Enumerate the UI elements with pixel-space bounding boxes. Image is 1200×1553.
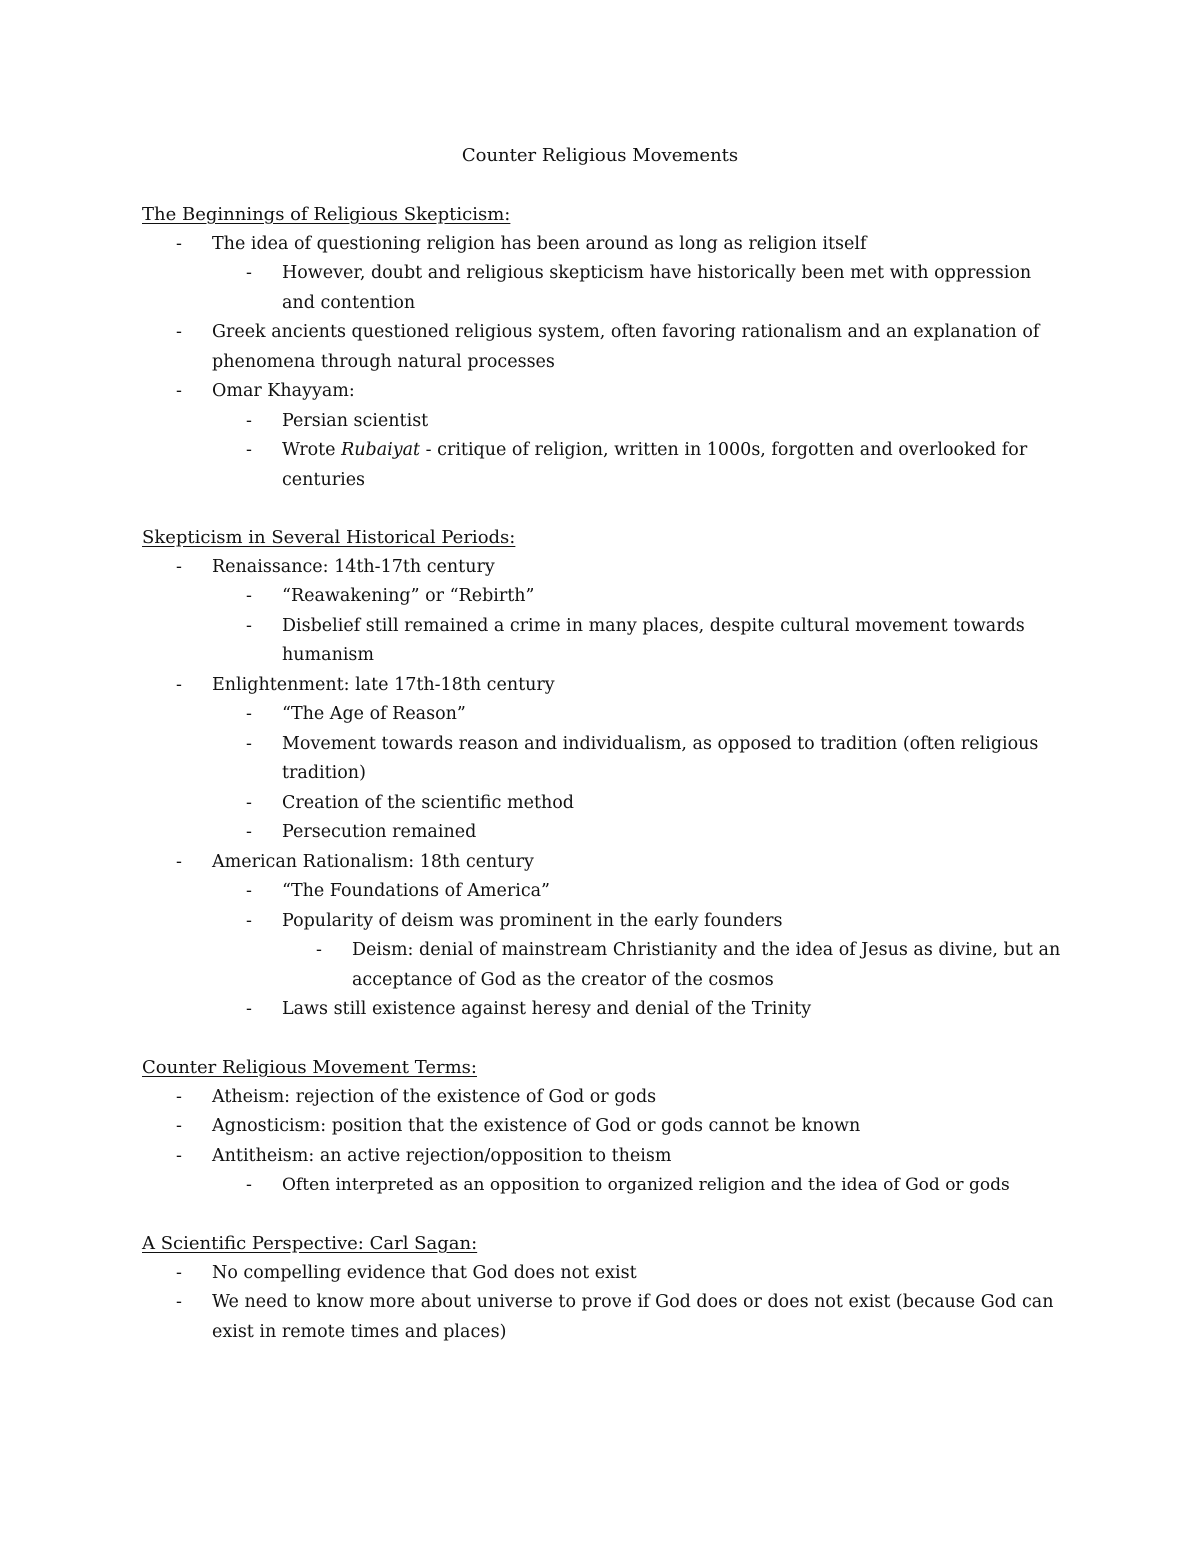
list-item-text: Laws still existence against heresy and denial of the Trinity: [282, 999, 812, 1019]
dash-bullet-icon: -: [176, 674, 182, 695]
dash-bullet-icon: -: [246, 881, 252, 901]
list-item: [142, 671, 1062, 848]
dash-bullet-icon: -: [246, 999, 252, 1019]
list-item-text: Atheism: rejection of the existence of God or gods: [212, 1086, 657, 1107]
list-item-text: We need to know more about universe to prove if God does or does not exist (because God can exist in remote times and places): [212, 1292, 1054, 1342]
list-item: [212, 995, 1062, 1025]
section-heading: The Beginnings of Religious Skepticism:: [142, 204, 511, 225]
list-item: [142, 318, 1062, 377]
dash-bullet-icon: -: [176, 381, 182, 401]
bullet-list: [142, 1083, 1062, 1201]
section-heading: A Scientific Perspective: Carl Sagan:: [142, 1233, 478, 1254]
list-item: [142, 230, 1062, 319]
list-item: [212, 877, 1062, 907]
section-heading: Counter Religious Movement Terms:: [142, 1057, 477, 1078]
list-item-text: Deism: denial of mainstream Christianity and the idea of Jesus as divine, but an acceptance of God as the creator of the cosmos: [352, 940, 1061, 990]
list-item: [212, 1171, 1062, 1201]
section-religious-skepticism-beginnings: [142, 200, 1062, 495]
list-item-text: The idea of questioning religion has been around as long as religion itself: [212, 233, 867, 254]
bullet-list: [142, 1259, 1062, 1348]
sub-bullet-list: [212, 700, 1062, 848]
list-item-text: Persecution remained: [282, 822, 477, 842]
section-historical-periods: [142, 523, 1062, 1025]
list-item: [212, 259, 1062, 318]
dash-bullet-icon: -: [246, 704, 252, 724]
list-item-text: “Reawakening” or “Rebirth”: [282, 586, 535, 606]
list-item-text: American Rationalism: 18th century: [212, 851, 534, 872]
sub-bullet-list: [212, 877, 1062, 1025]
book-title: Rubaiyat: [341, 440, 421, 460]
dash-bullet-icon: -: [246, 440, 252, 460]
dash-bullet-icon: -: [246, 822, 252, 842]
document-title: Counter Religious Movements: [461, 145, 739, 166]
list-item: [142, 553, 1062, 671]
dash-bullet-icon: -: [176, 1116, 182, 1136]
list-item-text: No compelling evidence that God does not exist: [212, 1262, 637, 1283]
list-item-text: - critique of religion, written in 1000s, forgotten and overlooked for centuries: [282, 440, 1028, 490]
list-item: [142, 1112, 1062, 1142]
sub-bullet-list: [212, 259, 1062, 318]
sub-bullet-list: [212, 1171, 1062, 1201]
list-item-prefix: Wrote: [282, 440, 342, 460]
list-item: [212, 818, 1062, 848]
list-item: [212, 407, 1062, 437]
dash-bullet-icon: -: [246, 733, 252, 754]
list-item: [212, 789, 1062, 819]
list-item: [142, 848, 1062, 1025]
list-item: [142, 377, 1062, 495]
bullet-list: [142, 553, 1062, 1025]
dash-bullet-icon: -: [246, 263, 252, 283]
dash-bullet-icon: -: [246, 615, 252, 636]
dash-bullet-icon: -: [246, 792, 252, 813]
list-item: [142, 1288, 1062, 1347]
dash-bullet-icon: -: [246, 1175, 252, 1195]
list-item-text: Agnosticism: position that the existence of God or gods cannot be known: [212, 1116, 861, 1136]
sub-sub-bullet-list: [282, 936, 1062, 995]
dash-bullet-icon: -: [176, 851, 182, 872]
list-item: [142, 1259, 1062, 1289]
list-item-text: Disbelief still remained a crime in many places, despite cultural movement towards humanism: [282, 615, 1025, 665]
list-item: [212, 612, 1062, 671]
list-item: [212, 700, 1062, 730]
list-item: [142, 1142, 1062, 1201]
section-scientific-perspective: [142, 1229, 1062, 1347]
list-item-text: “The Foundations of America”: [282, 881, 550, 901]
dash-bullet-icon: -: [176, 1262, 182, 1283]
dash-bullet-icon: -: [176, 1086, 182, 1107]
section-movement-terms: [142, 1053, 1062, 1201]
sub-bullet-list: [212, 407, 1062, 496]
dash-bullet-icon: -: [176, 1292, 182, 1312]
list-item: [142, 1083, 1062, 1113]
section-heading: Skepticism in Several Historical Periods:: [142, 527, 516, 548]
list-item: [212, 730, 1062, 789]
list-item: [212, 907, 1062, 996]
sub-bullet-list: [212, 582, 1062, 671]
dash-bullet-icon: -: [246, 410, 252, 431]
dash-bullet-icon: -: [246, 586, 252, 606]
bullet-list: [142, 230, 1062, 496]
dash-bullet-icon: -: [176, 1145, 182, 1166]
list-item-text: Often interpreted as an opposition to organized religion and the idea of God or gods: [282, 1175, 1010, 1195]
list-item-text: Enlightenment: late 17th-18th century: [212, 674, 555, 695]
list-item-text: Greek ancients questioned religious system, often favoring rationalism and an explanation of phenomena through natural processes: [212, 322, 1040, 372]
list-item-text: However, doubt and religious skepticism have historically been met with oppression and contention: [282, 263, 1032, 313]
list-item-text: Omar Khayyam:: [212, 381, 355, 401]
list-item-text: “The Age of Reason”: [282, 704, 466, 724]
list-item-text: Persian scientist: [282, 410, 429, 431]
list-item-text: Antitheism: an active rejection/opposition to theism: [212, 1145, 672, 1166]
dash-bullet-icon: -: [316, 940, 322, 960]
dash-bullet-icon: -: [176, 322, 182, 342]
dash-bullet-icon: -: [176, 233, 182, 254]
list-item: [282, 936, 1062, 995]
list-item-text: Creation of the scientific method: [282, 792, 575, 813]
dash-bullet-icon: -: [176, 556, 182, 577]
list-item: [212, 582, 1062, 612]
list-item-text: Movement towards reason and individualism, as opposed to tradition (often religious tradition): [282, 733, 1039, 783]
list-item-text: Renaissance: 14th-17th century: [212, 556, 495, 577]
list-item-text: Popularity of deism was prominent in the early founders: [282, 910, 783, 931]
list-item: [212, 436, 1062, 495]
dash-bullet-icon: -: [246, 910, 252, 931]
